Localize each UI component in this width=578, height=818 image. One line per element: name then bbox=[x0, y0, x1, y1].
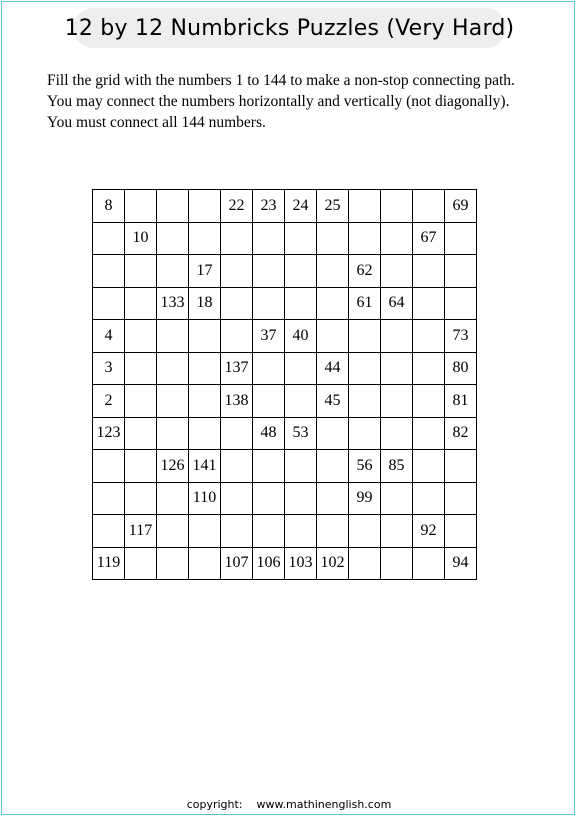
grid-row bbox=[93, 190, 477, 223]
empty-cell[interactable] bbox=[317, 222, 349, 255]
grid-row bbox=[93, 255, 477, 288]
empty-cell[interactable] bbox=[125, 450, 157, 483]
empty-cell[interactable] bbox=[157, 320, 189, 353]
empty-cell[interactable] bbox=[157, 385, 189, 418]
empty-cell[interactable] bbox=[381, 385, 413, 418]
website-link[interactable]: www.mathinenglish.com bbox=[256, 798, 392, 811]
given-number-cell: 24 bbox=[285, 190, 317, 223]
empty-cell[interactable] bbox=[189, 190, 221, 223]
empty-cell[interactable] bbox=[93, 515, 125, 548]
empty-cell[interactable] bbox=[381, 547, 413, 580]
empty-cell[interactable] bbox=[189, 320, 221, 353]
given-number-cell: 141 bbox=[189, 450, 221, 483]
empty-cell[interactable] bbox=[349, 222, 381, 255]
given-number-cell: 61 bbox=[349, 287, 381, 320]
given-number-cell: 48 bbox=[253, 417, 285, 450]
page-title: 12 by 12 Numbricks Puzzles (Very Hard) bbox=[64, 15, 515, 41]
empty-cell[interactable] bbox=[125, 255, 157, 288]
instruction-line: You may connect the numbers horizontally and vertically (not diagonally). bbox=[47, 93, 510, 110]
empty-cell[interactable] bbox=[125, 190, 157, 223]
empty-cell[interactable] bbox=[285, 352, 317, 385]
grid-row bbox=[93, 222, 477, 255]
given-number-cell: 53 bbox=[285, 417, 317, 450]
given-number-cell: 138 bbox=[221, 385, 253, 418]
empty-cell[interactable] bbox=[285, 482, 317, 515]
given-number-cell: 85 bbox=[381, 450, 413, 483]
empty-cell[interactable] bbox=[189, 352, 221, 385]
empty-cell[interactable] bbox=[349, 547, 381, 580]
empty-cell[interactable] bbox=[285, 222, 317, 255]
given-number-cell: 137 bbox=[221, 352, 253, 385]
given-number-cell: 110 bbox=[189, 482, 221, 515]
given-number-cell: 99 bbox=[349, 482, 381, 515]
empty-cell[interactable] bbox=[317, 482, 349, 515]
empty-cell[interactable] bbox=[349, 352, 381, 385]
empty-cell[interactable] bbox=[189, 515, 221, 548]
empty-cell[interactable] bbox=[157, 515, 189, 548]
empty-cell[interactable] bbox=[125, 482, 157, 515]
given-number-cell: 40 bbox=[285, 320, 317, 353]
given-number-cell: 123 bbox=[93, 417, 125, 450]
given-number-cell: 103 bbox=[285, 547, 317, 580]
empty-cell[interactable] bbox=[317, 320, 349, 353]
empty-cell[interactable] bbox=[93, 450, 125, 483]
given-number-cell: 62 bbox=[349, 255, 381, 288]
given-number-cell: 126 bbox=[157, 450, 189, 483]
given-number-cell: 44 bbox=[317, 352, 349, 385]
empty-cell[interactable] bbox=[285, 450, 317, 483]
given-number-cell: 18 bbox=[189, 287, 221, 320]
empty-cell[interactable] bbox=[413, 352, 445, 385]
given-number-cell: 119 bbox=[93, 547, 125, 580]
given-number-cell: 17 bbox=[189, 255, 221, 288]
instruction-line: You must connect all 144 numbers. bbox=[47, 114, 266, 131]
grid-row bbox=[93, 515, 477, 548]
given-number-cell: 56 bbox=[349, 450, 381, 483]
empty-cell[interactable] bbox=[221, 287, 253, 320]
empty-cell[interactable] bbox=[221, 450, 253, 483]
given-number-cell: 25 bbox=[317, 190, 349, 223]
given-number-cell: 106 bbox=[253, 547, 285, 580]
empty-cell[interactable] bbox=[253, 287, 285, 320]
empty-cell[interactable] bbox=[445, 222, 477, 255]
empty-cell[interactable] bbox=[253, 482, 285, 515]
given-number-cell: 73 bbox=[445, 320, 477, 353]
instruction-line: Fill the grid with the numbers 1 to 144 to make a non-stop connecting path. bbox=[47, 72, 515, 89]
empty-cell[interactable] bbox=[93, 222, 125, 255]
empty-cell[interactable] bbox=[285, 515, 317, 548]
given-number-cell: 69 bbox=[445, 190, 477, 223]
grid-row bbox=[93, 482, 477, 515]
empty-cell[interactable] bbox=[125, 287, 157, 320]
empty-cell[interactable] bbox=[125, 385, 157, 418]
empty-cell[interactable] bbox=[349, 320, 381, 353]
empty-cell[interactable] bbox=[445, 287, 477, 320]
empty-cell[interactable] bbox=[349, 190, 381, 223]
empty-cell[interactable] bbox=[189, 547, 221, 580]
grid-row bbox=[93, 450, 477, 483]
empty-cell[interactable] bbox=[189, 385, 221, 418]
given-number-cell: 80 bbox=[445, 352, 477, 385]
empty-cell[interactable] bbox=[221, 515, 253, 548]
empty-cell[interactable] bbox=[317, 287, 349, 320]
empty-cell[interactable] bbox=[381, 417, 413, 450]
empty-cell[interactable] bbox=[157, 547, 189, 580]
empty-cell[interactable] bbox=[317, 515, 349, 548]
empty-cell[interactable] bbox=[381, 352, 413, 385]
empty-cell[interactable] bbox=[253, 515, 285, 548]
given-number-cell: 4 bbox=[93, 320, 125, 353]
grid-row bbox=[93, 352, 477, 385]
empty-cell[interactable] bbox=[445, 450, 477, 483]
grid-row bbox=[93, 385, 477, 418]
empty-cell[interactable] bbox=[221, 222, 253, 255]
empty-cell[interactable] bbox=[381, 222, 413, 255]
empty-cell[interactable] bbox=[125, 320, 157, 353]
empty-cell[interactable] bbox=[285, 255, 317, 288]
empty-cell[interactable] bbox=[157, 190, 189, 223]
empty-cell[interactable] bbox=[253, 385, 285, 418]
empty-cell[interactable] bbox=[381, 482, 413, 515]
empty-cell[interactable] bbox=[317, 450, 349, 483]
given-number-cell: 3 bbox=[93, 352, 125, 385]
grid-row bbox=[93, 547, 477, 580]
empty-cell[interactable] bbox=[381, 515, 413, 548]
given-number-cell: 107 bbox=[221, 547, 253, 580]
empty-cell[interactable] bbox=[93, 482, 125, 515]
footer bbox=[0, 798, 578, 811]
empty-cell[interactable] bbox=[125, 547, 157, 580]
empty-cell[interactable] bbox=[285, 385, 317, 418]
instructions bbox=[47, 70, 567, 133]
empty-cell[interactable] bbox=[93, 255, 125, 288]
grid-row bbox=[93, 287, 477, 320]
empty-cell[interactable] bbox=[189, 417, 221, 450]
empty-cell[interactable] bbox=[413, 482, 445, 515]
given-number-cell: 22 bbox=[221, 190, 253, 223]
empty-cell[interactable] bbox=[221, 320, 253, 353]
empty-cell[interactable] bbox=[349, 417, 381, 450]
empty-cell[interactable] bbox=[221, 255, 253, 288]
empty-cell[interactable] bbox=[445, 515, 477, 548]
empty-cell[interactable] bbox=[413, 385, 445, 418]
puzzle-grid bbox=[92, 189, 477, 580]
empty-cell[interactable] bbox=[381, 320, 413, 353]
given-number-cell: 82 bbox=[445, 417, 477, 450]
empty-cell[interactable] bbox=[445, 255, 477, 288]
empty-cell[interactable] bbox=[125, 352, 157, 385]
empty-cell[interactable] bbox=[413, 417, 445, 450]
empty-cell[interactable] bbox=[413, 255, 445, 288]
given-number-cell: 10 bbox=[125, 222, 157, 255]
given-number-cell: 37 bbox=[253, 320, 285, 353]
title-banner bbox=[64, 8, 515, 48]
empty-cell[interactable] bbox=[413, 450, 445, 483]
grid-row bbox=[93, 320, 477, 353]
empty-cell[interactable] bbox=[317, 255, 349, 288]
empty-cell[interactable] bbox=[157, 482, 189, 515]
empty-cell[interactable] bbox=[445, 482, 477, 515]
empty-cell[interactable] bbox=[93, 287, 125, 320]
copyright-label: copyright: bbox=[186, 798, 243, 811]
empty-cell[interactable] bbox=[157, 222, 189, 255]
empty-cell[interactable] bbox=[381, 255, 413, 288]
given-number-cell: 102 bbox=[317, 547, 349, 580]
empty-cell[interactable] bbox=[253, 255, 285, 288]
empty-cell[interactable] bbox=[221, 417, 253, 450]
empty-cell[interactable] bbox=[413, 287, 445, 320]
empty-cell[interactable] bbox=[413, 190, 445, 223]
empty-cell[interactable] bbox=[125, 417, 157, 450]
given-number-cell: 81 bbox=[445, 385, 477, 418]
empty-cell[interactable] bbox=[157, 255, 189, 288]
empty-cell[interactable] bbox=[253, 222, 285, 255]
given-number-cell: 94 bbox=[445, 547, 477, 580]
empty-cell[interactable] bbox=[157, 352, 189, 385]
empty-cell[interactable] bbox=[253, 352, 285, 385]
given-number-cell: 117 bbox=[125, 515, 157, 548]
given-number-cell: 67 bbox=[413, 222, 445, 255]
empty-cell[interactable] bbox=[349, 515, 381, 548]
empty-cell[interactable] bbox=[413, 547, 445, 580]
given-number-cell: 45 bbox=[317, 385, 349, 418]
empty-cell[interactable] bbox=[189, 222, 221, 255]
empty-cell[interactable] bbox=[349, 385, 381, 418]
empty-cell[interactable] bbox=[157, 417, 189, 450]
given-number-cell: 2 bbox=[93, 385, 125, 418]
given-number-cell: 92 bbox=[413, 515, 445, 548]
empty-cell[interactable] bbox=[285, 287, 317, 320]
empty-cell[interactable] bbox=[221, 482, 253, 515]
empty-cell[interactable] bbox=[253, 450, 285, 483]
given-number-cell: 8 bbox=[93, 190, 125, 223]
given-number-cell: 64 bbox=[381, 287, 413, 320]
given-number-cell: 133 bbox=[157, 287, 189, 320]
empty-cell[interactable] bbox=[381, 190, 413, 223]
grid-row bbox=[93, 417, 477, 450]
empty-cell[interactable] bbox=[413, 320, 445, 353]
given-number-cell: 23 bbox=[253, 190, 285, 223]
empty-cell[interactable] bbox=[317, 417, 349, 450]
